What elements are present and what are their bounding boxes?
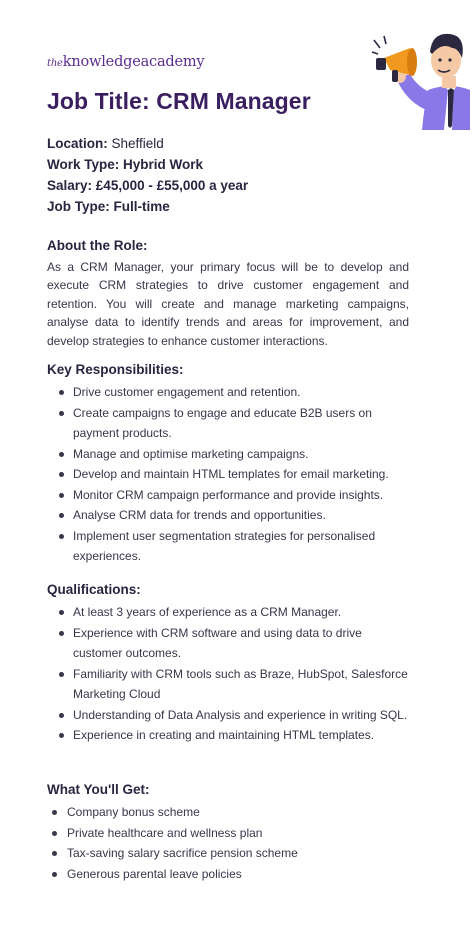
responsibilities-heading: Key Responsibilities:	[47, 362, 184, 377]
benefits-section	[47, 782, 409, 884]
benefits-list	[47, 802, 409, 884]
brand-name: knowledgeacademy	[62, 54, 205, 70]
megaphone-man-illustration	[370, 18, 470, 130]
list-item: Familiarity with CRM tools such as Braze, HubSpot, Salesforce Marketing Cloud	[47, 664, 409, 705]
qualifications-heading: Qualifications:	[47, 582, 141, 597]
brand-logo	[47, 54, 204, 70]
detail-value: Sheffield	[111, 136, 164, 151]
list-item: Understanding of Data Analysis and experience in writing SQL.	[47, 705, 409, 726]
qualifications-list	[47, 602, 409, 746]
list-item: Drive customer engagement and retention.	[47, 382, 409, 403]
detail-label: Work Type:	[47, 157, 120, 172]
detail-job-type	[47, 199, 248, 220]
list-item: Experience in creating and maintaining HTML templates.	[47, 725, 409, 746]
detail-label: Job Type:	[47, 199, 110, 214]
brand-prefix: the	[47, 58, 63, 69]
responsibilities-section	[47, 362, 409, 567]
about-section	[47, 238, 409, 350]
detail-work-type	[47, 157, 248, 178]
list-item: Analyse CRM data for trends and opportunities.	[47, 505, 409, 526]
job-details	[47, 136, 248, 220]
about-heading: About the Role:	[47, 238, 148, 253]
detail-value: Hybrid Work	[123, 157, 204, 172]
detail-value: £45,000 - £55,000 a year	[95, 178, 249, 193]
list-item: Tax-saving salary sacrifice pension scheme	[47, 843, 409, 864]
list-item: Generous parental leave policies	[47, 864, 409, 885]
list-item: Monitor CRM campaign performance and provide insights.	[47, 485, 409, 506]
list-item: Private healthcare and wellness plan	[47, 823, 409, 844]
list-item: Implement user segmentation strategies for personalised experiences.	[47, 526, 409, 567]
job-title: Job Title: CRM Manager	[47, 88, 311, 114]
qualifications-section	[47, 582, 409, 746]
detail-label: Location:	[47, 136, 108, 151]
list-item: Develop and maintain HTML templates for email marketing.	[47, 464, 409, 485]
list-item: Company bonus scheme	[47, 802, 409, 823]
list-item: Experience with CRM software and using data to drive customer outcomes.	[47, 623, 409, 664]
list-item: Create campaigns to engage and educate B2B users on payment products.	[47, 403, 409, 444]
list-item: Manage and optimise marketing campaigns.	[47, 444, 409, 465]
detail-value: Full-time	[113, 199, 170, 214]
detail-label: Salary:	[47, 178, 93, 193]
list-item: At least 3 years of experience as a CRM Manager.	[47, 602, 409, 623]
responsibilities-list	[47, 382, 409, 567]
about-text: As a CRM Manager, your primary focus will be to develop and execute CRM strategies to drive customer engagement and retention. You will create and manage marketing campaigns, analyse data to identify trends and areas for improvement, and develop strategies to enhance customer interactions.	[47, 260, 409, 348]
detail-location	[47, 136, 248, 157]
detail-salary	[47, 178, 248, 199]
benefits-heading: What You'll Get:	[47, 782, 150, 797]
